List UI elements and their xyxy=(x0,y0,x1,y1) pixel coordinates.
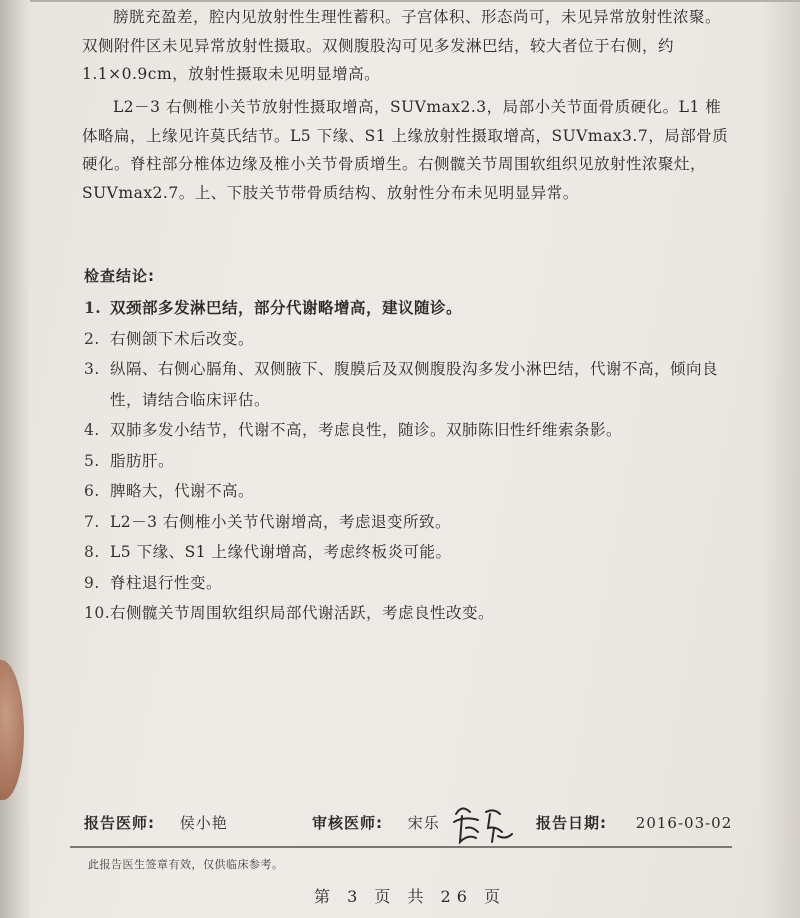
conclusion-text: 纵隔、右侧心膈角、双侧腋下、腹膜后及双侧腹股沟多发小淋巴结，代谢不高，倾向良性，请结合临床评估。 xyxy=(110,360,719,409)
conclusion-item xyxy=(84,476,724,507)
conclusion-number: 4. xyxy=(84,421,100,439)
reviewer-label: 审核医师: xyxy=(312,814,383,832)
conclusion-item xyxy=(84,507,724,538)
report-date-value: 2016-03-02 xyxy=(635,814,733,832)
conclusion-text: 双颈部多发淋巴结，部分代谢略增高，建议随诊。 xyxy=(110,298,463,317)
disclaimer: 此报告医生签章有效，仅供临床参考。 xyxy=(88,858,284,871)
conclusion-number: 5. xyxy=(84,451,100,470)
page-shadow xyxy=(760,0,800,918)
conclusion-item xyxy=(84,537,724,568)
page-number: 第 3 页 共 26 页 xyxy=(314,887,506,906)
conclusion-item xyxy=(84,598,724,629)
reviewer-signature xyxy=(448,798,518,848)
conclusion-item xyxy=(84,324,724,355)
conclusion-text: 右侧髋关节周围软组织局部代谢活跃，考虑良性改变。 xyxy=(110,604,495,622)
reviewer xyxy=(312,812,440,833)
conclusion-item xyxy=(84,415,724,446)
conclusion-text: 双肺多发小结节，代谢不高，考虑良性，随诊。双肺陈旧性纤维索条影。 xyxy=(110,421,623,439)
conclusion-item xyxy=(84,354,724,415)
conclusion-number: 8. xyxy=(84,543,100,561)
conclusion-item xyxy=(84,446,724,477)
conclusion-number: 9. xyxy=(84,573,100,592)
conclusion-text: L5 下缘、S1 上缘代谢增高，考虑终板炎可能。 xyxy=(110,543,452,561)
conclusion-number: 10. xyxy=(84,604,111,622)
conclusion-number: 1. xyxy=(84,298,102,317)
conclusion-text: L2－3 右侧椎小关节代谢增高，考虑退变所致。 xyxy=(110,512,451,531)
footer-divider xyxy=(70,846,732,848)
conclusion-title: 检查结论: xyxy=(84,267,155,285)
conclusion-item xyxy=(84,568,724,599)
conclusion-text: 右侧颌下术后改变。 xyxy=(110,329,255,348)
conclusion-number: 2. xyxy=(84,329,100,348)
findings-paragraph-bones: L2－3 右侧椎小关节放射性摄取增高，SUVmax2.3，局部小关节面骨质硬化。L1 椎体略扁，上缘见许莫氏结节。L5 下缘、S1 上缘放射性摄取增高，SUVmax3.7，局部骨质硬化。脊柱部分椎体边缘及椎小关节骨质增生。右侧髋关节周围软组织见放射性浓聚灶，SUVmax2.7。上、下肢关节带骨质结构、放射性分布未见明显异常。 xyxy=(82,98,729,202)
reviewer-name: 宋乐 xyxy=(407,814,440,832)
conclusion-number: 3. xyxy=(84,360,100,378)
conclusion-number: 6. xyxy=(84,482,100,500)
conclusion-text: 脂肪肝。 xyxy=(110,451,175,470)
conclusion-text: 脊柱退行性变。 xyxy=(110,573,223,592)
conclusion-item xyxy=(84,293,724,324)
conclusion-text: 脾略大，代谢不高。 xyxy=(110,482,255,500)
conclusion-list xyxy=(84,293,724,629)
report-date xyxy=(536,812,732,833)
report-doctor xyxy=(84,812,228,833)
findings-paragraph-pelvis: 膀胱充盈差，腔内见放射性生理性蓄积。子宫体积、形态尚可，未见异常放射性浓聚。双侧附件区未见异常放射性摄取。双侧腹股沟可见多发淋巴结，较大者位于右侧，约 1.1×0.9cm，放射性摄取未见明显增高。 xyxy=(82,8,722,83)
report-doctor-label: 报告医师: xyxy=(84,814,155,832)
conclusion-number: 7. xyxy=(84,512,100,531)
report-doctor-name: 侯小艳 xyxy=(179,814,228,832)
top-rule xyxy=(30,0,800,2)
report-date-label: 报告日期: xyxy=(536,814,607,832)
